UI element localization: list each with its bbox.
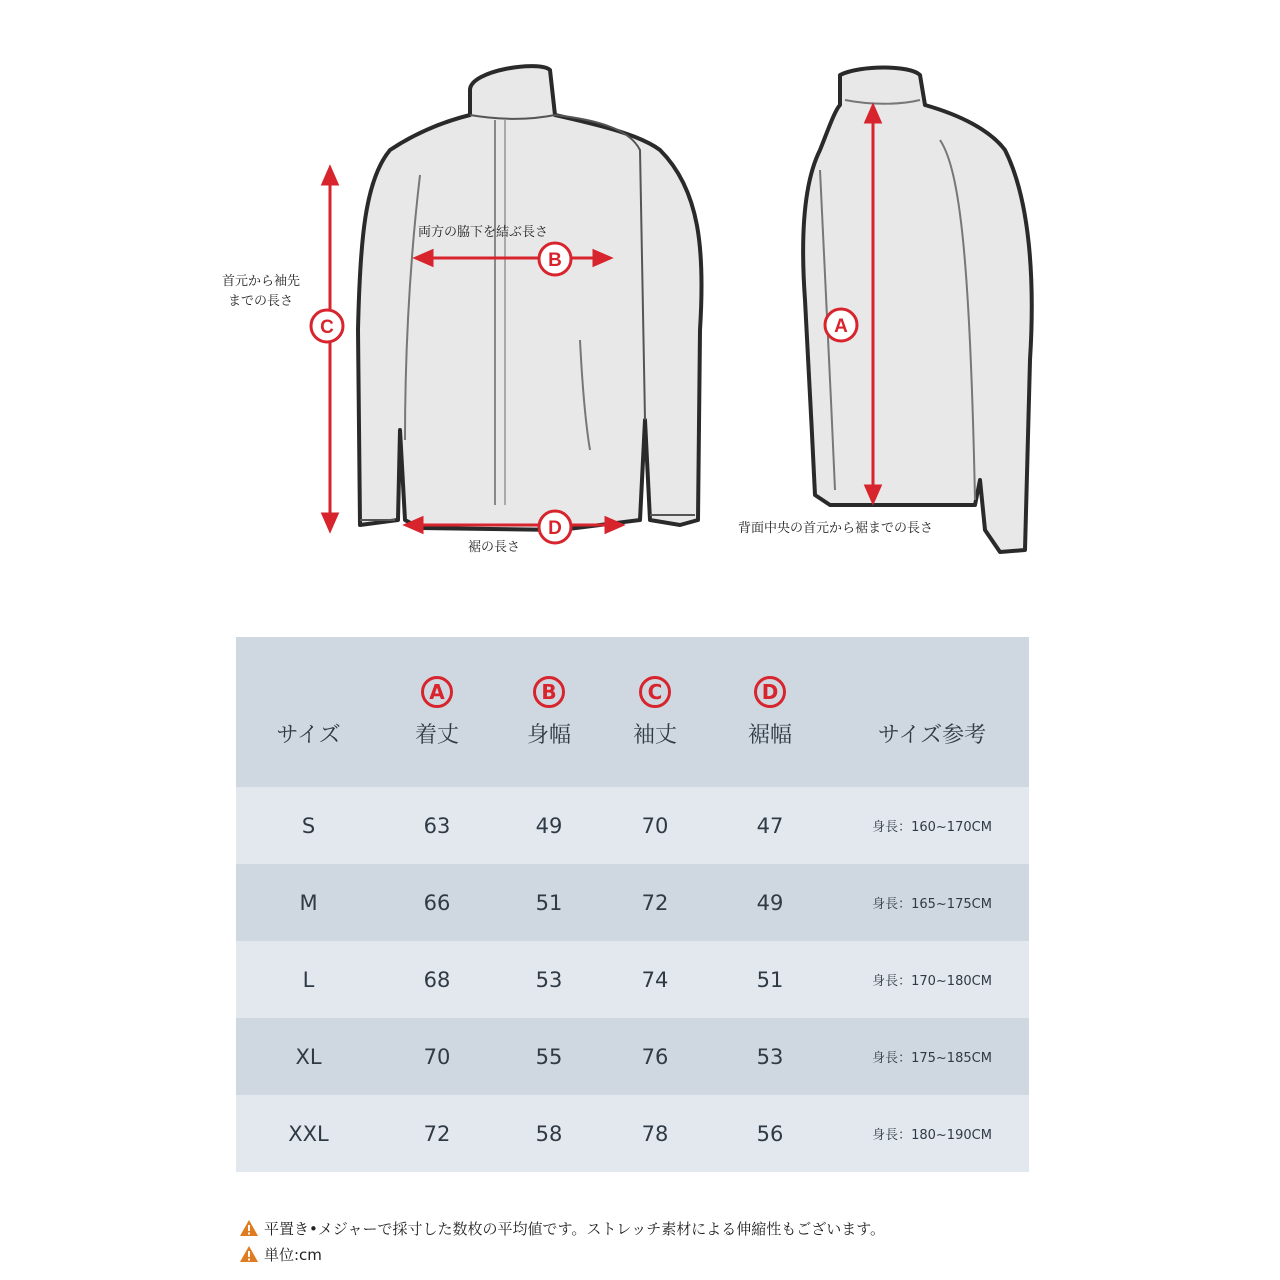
header-d: D 裾幅 <box>705 637 835 787</box>
badge-d <box>539 511 571 543</box>
cell-b: 58 <box>535 1121 563 1146</box>
badge-a <box>825 309 857 341</box>
cell-ref: 身長：165~175CM <box>872 897 992 912</box>
cell-ref: 身長：160~170CM <box>872 820 992 835</box>
warning-icon <box>240 1246 258 1262</box>
cell-d: 53 <box>756 1044 784 1069</box>
table-row <box>236 1018 1029 1095</box>
chest-width-label: 両方の脇下を結ぶ長さ <box>418 225 549 240</box>
cell-a: 68 <box>423 967 451 992</box>
svg-text:D: D <box>548 518 562 539</box>
note-text: 平置き•メジャーで採寸した数枚の平均値です。ストレッチ素材による伸縮性もございます。 <box>264 1219 886 1238</box>
note-item <box>240 1241 885 1267</box>
note-item <box>240 1215 885 1241</box>
cell-d: 49 <box>756 890 784 915</box>
cell-ref: 身長：170~180CM <box>872 974 992 989</box>
header-c: C 袖丈 <box>605 637 705 787</box>
cell-b: 53 <box>535 967 563 992</box>
cell-size: XXL <box>288 1121 329 1146</box>
table-row <box>236 1095 1029 1172</box>
cell-c: 74 <box>641 967 669 992</box>
badge-a-header: A <box>421 676 453 708</box>
cell-b: 55 <box>535 1044 563 1069</box>
cell-c: 78 <box>641 1121 669 1146</box>
cell-b: 51 <box>535 890 563 915</box>
sleeve-length-label-line2: までの長さ <box>228 294 294 309</box>
cell-a: 66 <box>423 890 451 915</box>
note-text: 単位:cm <box>264 1245 322 1264</box>
header-a: A 着丈 <box>381 637 493 787</box>
jacket-illustration <box>0 0 1280 600</box>
table-row <box>236 941 1029 1018</box>
sleeve-length-label-line1: 首元から袖先 <box>222 274 301 289</box>
badge-d-header: D <box>754 676 786 708</box>
sleeve-length-arrow <box>323 168 337 530</box>
cell-c: 76 <box>641 1044 669 1069</box>
badge-b-header: B <box>533 676 565 708</box>
cell-size: XL <box>295 1044 322 1069</box>
cell-a: 72 <box>423 1121 451 1146</box>
cell-a: 70 <box>423 1044 451 1069</box>
svg-text:A: A <box>834 316 848 337</box>
cell-d: 51 <box>756 967 784 992</box>
cell-size: M <box>299 890 318 915</box>
notes <box>240 1215 885 1267</box>
table-row <box>236 787 1029 864</box>
svg-text:C: C <box>320 317 334 338</box>
badge-c-header: C <box>639 676 671 708</box>
badge-c <box>311 310 343 342</box>
header-b: B 身幅 <box>493 637 605 787</box>
hem-width-label: 裾の長さ <box>468 540 521 555</box>
table-row <box>236 864 1029 941</box>
jacket-measurement-diagram <box>0 0 1280 600</box>
size-table <box>236 637 1029 1172</box>
cell-d: 47 <box>756 813 784 838</box>
table-header-row <box>236 637 1029 787</box>
cell-d: 56 <box>756 1121 784 1146</box>
cell-c: 70 <box>641 813 669 838</box>
cell-b: 49 <box>535 813 563 838</box>
cell-ref: 身長：175~185CM <box>872 1051 992 1066</box>
header-size: サイズ <box>276 722 341 748</box>
cell-c: 72 <box>641 890 669 915</box>
warning-icon <box>240 1220 258 1236</box>
cell-size: S <box>301 813 316 838</box>
body-length-label: 背面中央の首元から裾までの長さ <box>738 521 934 536</box>
cell-a: 63 <box>423 813 451 838</box>
cell-size: L <box>302 967 315 992</box>
badge-b <box>539 243 571 275</box>
cell-ref: 身長：180~190CM <box>872 1128 992 1143</box>
svg-text:B: B <box>548 250 562 271</box>
header-ref: サイズ参考 <box>877 722 987 748</box>
